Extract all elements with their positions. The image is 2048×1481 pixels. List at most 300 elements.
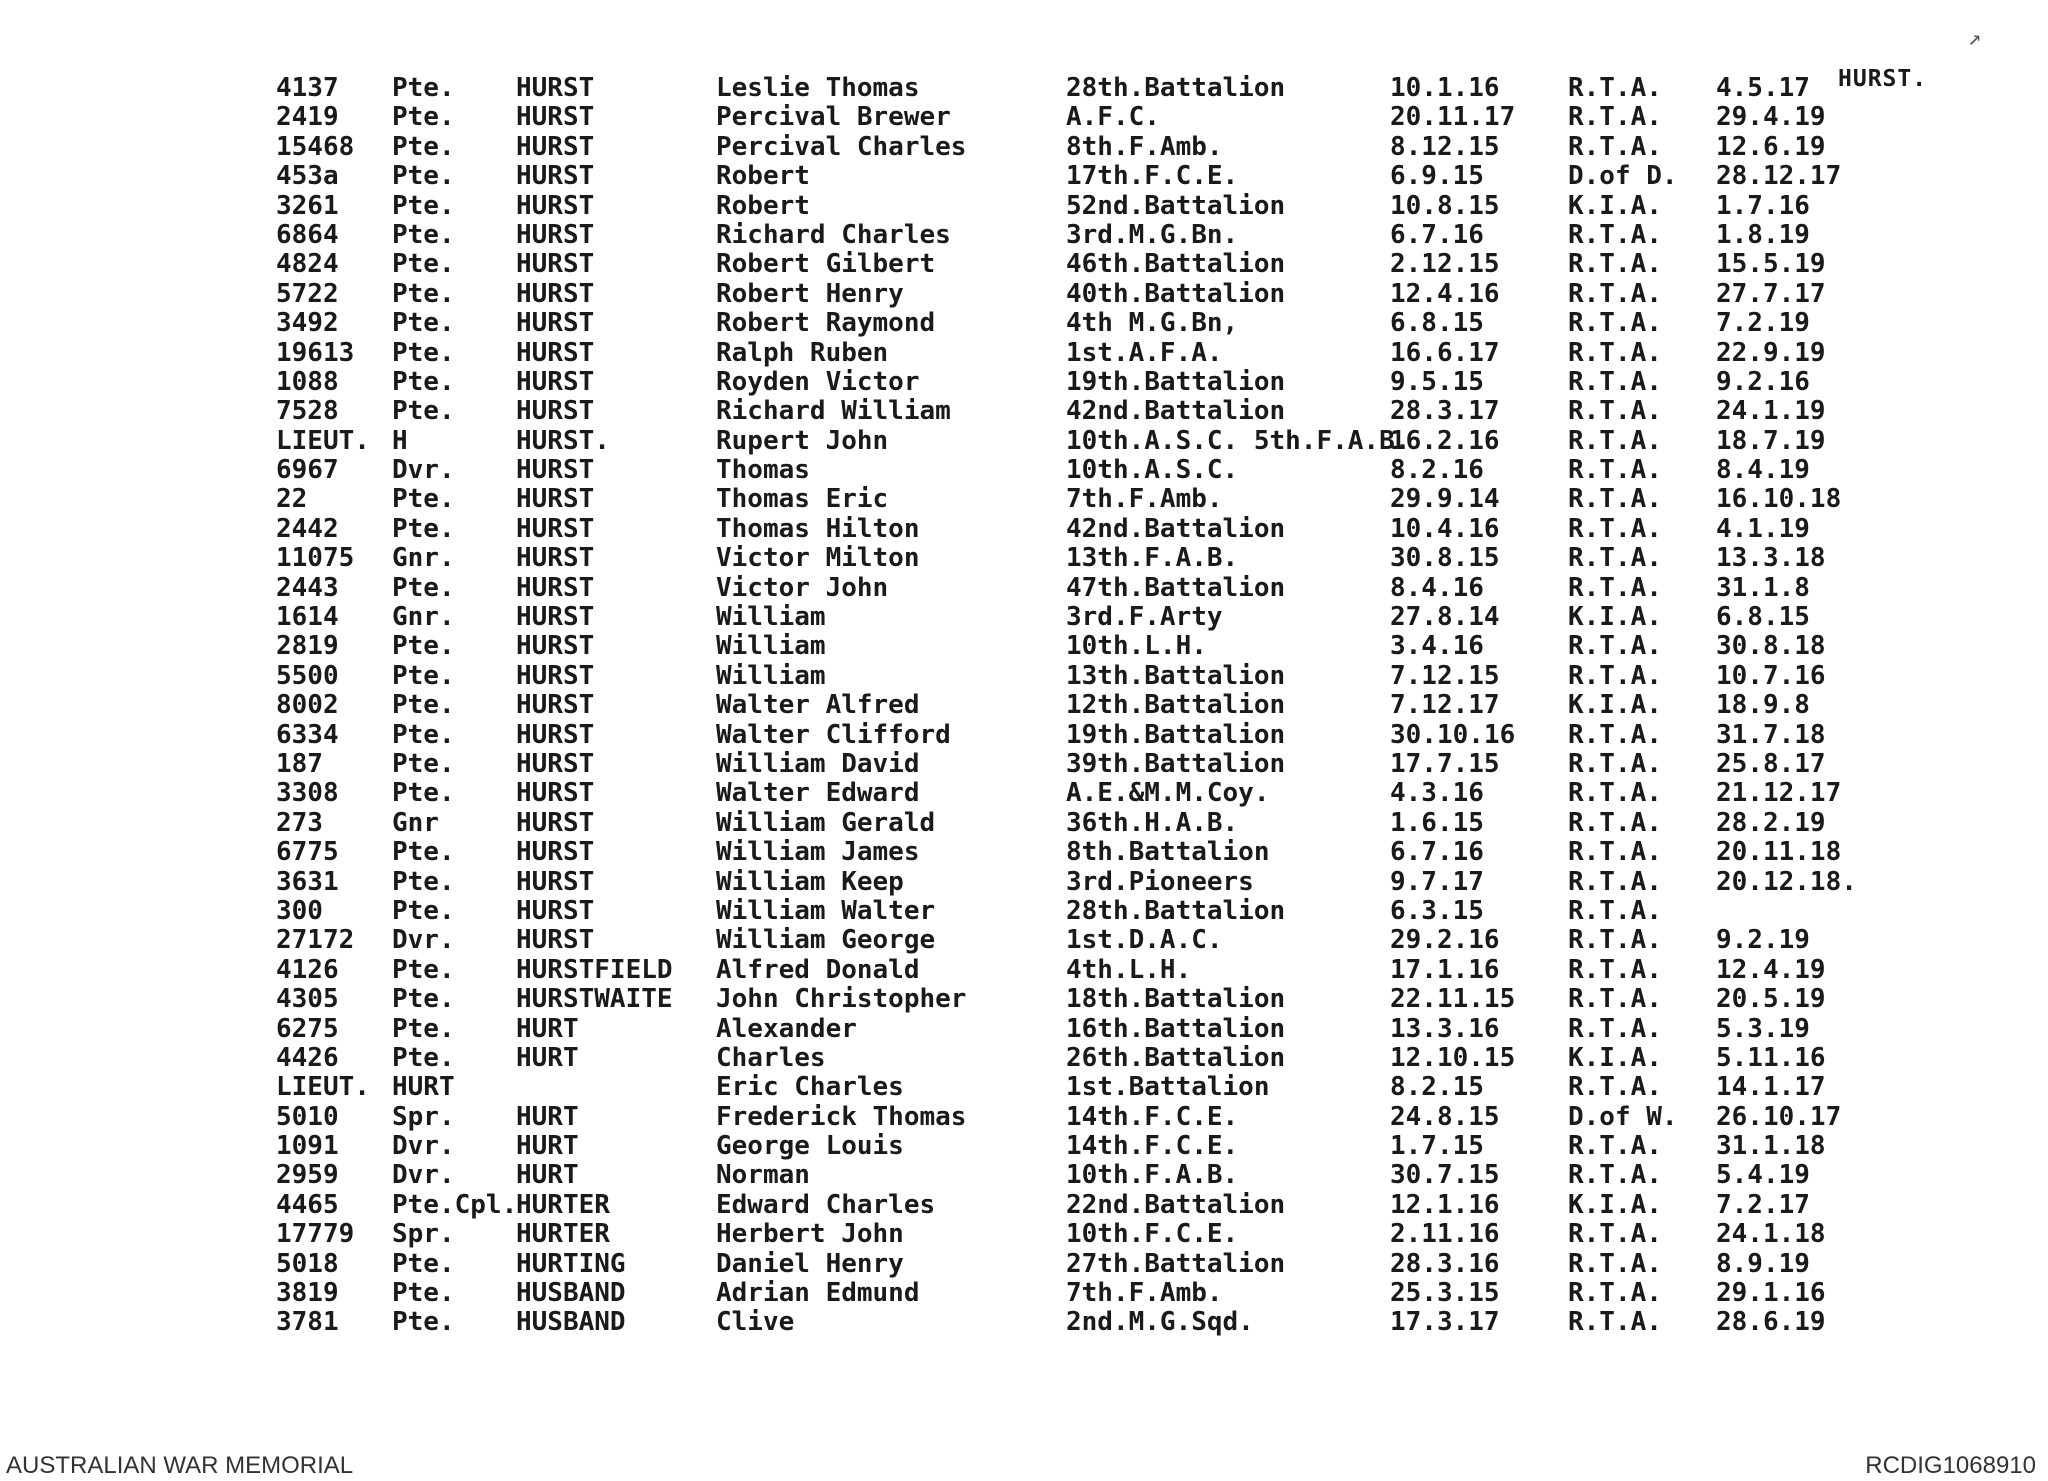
record-enlistment-date: 4.3.16 [1390, 778, 1484, 809]
record-enlistment-date: 28.3.17 [1390, 396, 1500, 427]
record-rank: Pte. [392, 161, 455, 192]
record-row [276, 897, 1896, 926]
record-unit: 1st.Battalion [1066, 1072, 1270, 1103]
record-service-number: 300 [276, 895, 323, 926]
record-surname: HURST [516, 807, 595, 838]
record-given-names: William [716, 602, 826, 633]
record-fate: R.T.A. [1568, 807, 1662, 838]
record-fate-date: 28.2.19 [1716, 807, 1826, 838]
record-fate-date: 24.1.18 [1716, 1219, 1826, 1250]
record-fate: R.T.A. [1568, 1160, 1662, 1191]
record-given-names: William Gerald [716, 807, 936, 838]
record-surname: HURST [516, 748, 595, 779]
record-enlistment-date: 25.3.15 [1390, 1278, 1500, 1309]
record-service-number: 2443 [276, 572, 339, 603]
record-rank: Pte. [392, 396, 455, 427]
record-fate-date: 12.6.19 [1716, 131, 1826, 162]
record-rank: Gnr. [392, 543, 455, 574]
record-unit: 1st.D.A.C. [1066, 925, 1223, 956]
record-fate: R.T.A. [1568, 660, 1662, 691]
record-service-number: 8002 [276, 690, 339, 721]
record-fate-date: 12.4.19 [1716, 954, 1826, 985]
record-row [276, 1015, 1896, 1044]
record-enlistment-date: 28.3.16 [1390, 1248, 1500, 1279]
record-rank: Gnr. [392, 602, 455, 633]
record-fate-date: 25.8.17 [1716, 748, 1826, 779]
record-service-number: 15468 [276, 131, 355, 162]
record-surname: HURST [516, 337, 595, 368]
record-row [276, 1161, 1896, 1190]
record-enlistment-date: 13.3.16 [1390, 1013, 1500, 1044]
record-fate-date: 18.7.19 [1716, 425, 1826, 456]
record-fate: D.of W. [1568, 1101, 1678, 1132]
record-service-number: 5018 [276, 1248, 339, 1279]
record-given-names: Thomas [716, 455, 810, 486]
record-fate-date: 20.12.18. [1716, 866, 1857, 897]
record-fate-date: 9.2.19 [1716, 925, 1810, 956]
record-fate: R.T.A. [1568, 778, 1662, 809]
record-unit: 14th.F.C.E. [1066, 1101, 1239, 1132]
record-fate: R.T.A. [1568, 131, 1662, 162]
record-rank: Pte. [392, 73, 455, 103]
record-enlistment-date: 16.2.16 [1390, 425, 1500, 456]
record-fate-date: 20.11.18 [1716, 837, 1842, 868]
record-enlistment-date: 27.8.14 [1390, 602, 1500, 633]
record-enlistment-date: 12.4.16 [1390, 278, 1500, 309]
record-rank: Pte. [392, 278, 455, 309]
record-row [276, 809, 1896, 838]
record-fate: R.T.A. [1568, 954, 1662, 985]
record-row [276, 868, 1896, 897]
record-service-number: 3781 [276, 1307, 339, 1338]
record-fate: R.T.A. [1568, 337, 1662, 368]
service-records-list [276, 74, 1896, 1338]
record-surname: HURST [516, 837, 595, 868]
record-row [276, 368, 1896, 397]
record-enlistment-date: 30.8.15 [1390, 543, 1500, 574]
record-service-number: 6275 [276, 1013, 339, 1044]
record-enlistment-date: 10.8.15 [1390, 190, 1500, 221]
record-rank: Spr. [392, 1219, 455, 1250]
record-rank: Pte. [392, 1278, 455, 1309]
record-rank: H [392, 425, 408, 456]
record-fate-date: 30.8.18 [1716, 631, 1826, 662]
record-given-names: Eric Charles [716, 1072, 904, 1103]
record-row [276, 221, 1896, 250]
record-unit: 7th.F.Amb. [1066, 484, 1223, 515]
record-row [276, 427, 1896, 456]
record-enlistment-date: 16.6.17 [1390, 337, 1500, 368]
record-fate: R.T.A. [1568, 278, 1662, 309]
record-surname: HURST [516, 455, 595, 486]
record-fate: R.T.A. [1568, 455, 1662, 486]
record-enlistment-date: 20.11.17 [1390, 102, 1516, 133]
record-service-number: 1614 [276, 602, 339, 633]
record-fate-date: 5.11.16 [1716, 1042, 1826, 1073]
record-row [276, 603, 1896, 632]
record-enlistment-date: 8.12.15 [1390, 131, 1500, 162]
record-row [276, 956, 1896, 985]
record-surname: HURST [516, 778, 595, 809]
record-enlistment-date: 6.7.16 [1390, 837, 1484, 868]
record-service-number: 453a [276, 161, 339, 192]
record-rank: Dvr. [392, 925, 455, 956]
record-fate: R.T.A. [1568, 1219, 1662, 1250]
record-enlistment-date: 3.4.16 [1390, 631, 1484, 662]
record-fate: R.T.A. [1568, 748, 1662, 779]
record-unit: 18th.Battalion [1066, 984, 1286, 1015]
record-fate: K.I.A. [1568, 1189, 1662, 1220]
record-row [276, 456, 1896, 485]
record-fate: R.T.A. [1568, 73, 1662, 103]
record-surname: HURST [516, 366, 595, 397]
record-row [276, 1132, 1896, 1161]
record-service-number: 11075 [276, 543, 355, 574]
record-given-names: William George [716, 925, 936, 956]
record-rank: Pte. [392, 866, 455, 897]
record-fate: R.T.A. [1568, 925, 1662, 956]
record-row [276, 74, 1896, 103]
record-unit: 10th.F.C.E. [1066, 1219, 1239, 1250]
record-unit: 10th.L.H. [1066, 631, 1207, 662]
record-surname: HURST [516, 543, 595, 574]
record-enlistment-date: 24.8.15 [1390, 1101, 1500, 1132]
record-service-number: 1091 [276, 1131, 339, 1162]
record-unit: 46th.Battalion [1066, 249, 1286, 280]
record-given-names: Charles [716, 1042, 826, 1073]
record-service-number: 5010 [276, 1101, 339, 1132]
record-rank: Pte. [392, 513, 455, 544]
record-unit: 19th.Battalion [1066, 366, 1286, 397]
record-row [276, 339, 1896, 368]
record-fate: R.T.A. [1568, 484, 1662, 515]
record-enlistment-date: 17.1.16 [1390, 954, 1500, 985]
record-fate-date: 8.4.19 [1716, 455, 1810, 486]
record-enlistment-date: 6.8.15 [1390, 308, 1484, 339]
record-row [276, 662, 1896, 691]
record-unit: 28th.Battalion [1066, 73, 1286, 103]
record-unit: 26th.Battalion [1066, 1042, 1286, 1073]
record-enlistment-date: 8.2.16 [1390, 455, 1484, 486]
record-fate-date: 20.5.19 [1716, 984, 1826, 1015]
record-service-number: 3261 [276, 190, 339, 221]
record-surname: HURST [516, 161, 595, 192]
record-unit: 4th M.G.Bn, [1066, 308, 1239, 339]
record-fate-date: 8.9.19 [1716, 1248, 1810, 1279]
record-unit: 8th.Battalion [1066, 837, 1270, 868]
record-unit: 8th.F.Amb. [1066, 131, 1223, 162]
record-given-names: Adrian Edmund [716, 1278, 920, 1309]
record-given-names: Royden Victor [716, 366, 920, 397]
record-unit: 13th.F.A.B. [1066, 543, 1239, 574]
record-surname: HURST [516, 131, 595, 162]
record-fate-date: 4.1.19 [1716, 513, 1810, 544]
record-fate: K.I.A. [1568, 690, 1662, 721]
record-row [276, 750, 1896, 779]
record-fate: R.T.A. [1568, 572, 1662, 603]
record-row [276, 1044, 1896, 1073]
record-service-number: LIEUT. [276, 1072, 370, 1103]
record-surname: HURST [516, 513, 595, 544]
record-surname: HURST [516, 602, 595, 633]
record-row [276, 926, 1896, 955]
record-unit: 42nd.Battalion [1066, 396, 1286, 427]
record-surname: HURSTWAITE [516, 984, 673, 1015]
record-service-number: 22 [276, 484, 308, 515]
record-fate: R.T.A. [1568, 1278, 1662, 1309]
record-rank: Dvr. [392, 1131, 455, 1162]
record-unit: A.F.C. [1066, 102, 1160, 133]
record-fate-date: 15.5.19 [1716, 249, 1826, 280]
record-surname: HUSBAND [516, 1307, 626, 1338]
record-rank: Pte. [392, 1307, 455, 1338]
record-rank: Pte. [392, 484, 455, 515]
record-surname: HURT [516, 1013, 579, 1044]
record-unit: 40th.Battalion [1066, 278, 1286, 309]
record-given-names: William David [716, 748, 920, 779]
record-surname: HURSTFIELD [516, 954, 673, 985]
record-service-number: 4465 [276, 1189, 339, 1220]
record-service-number: 3308 [276, 778, 339, 809]
record-row [276, 515, 1896, 544]
record-rank: Pte. [392, 895, 455, 926]
footer-archive-name: AUSTRALIAN WAR MEMORIAL [6, 1452, 354, 1479]
record-fate: R.T.A. [1568, 1307, 1662, 1338]
record-fate-date: 7.2.17 [1716, 1189, 1810, 1220]
record-given-names: George Louis [716, 1131, 904, 1162]
record-given-names: William [716, 631, 826, 662]
record-unit: 52nd.Battalion [1066, 190, 1286, 221]
record-row [276, 103, 1896, 132]
record-fate-date: 29.4.19 [1716, 102, 1826, 133]
record-row [276, 691, 1896, 720]
record-unit: 12th.Battalion [1066, 690, 1286, 721]
record-fate: R.T.A. [1568, 1013, 1662, 1044]
record-surname: HURST. [516, 425, 610, 456]
record-row [276, 250, 1896, 279]
record-surname: HURST [516, 660, 595, 691]
record-surname: HURST [516, 249, 595, 280]
record-row [276, 1103, 1896, 1132]
record-fate: R.T.A. [1568, 219, 1662, 250]
corner-arrow-mark: ↗ [1968, 26, 1982, 51]
record-surname: HURST [516, 73, 595, 103]
record-given-names: Daniel Henry [716, 1248, 904, 1279]
record-unit: 19th.Battalion [1066, 719, 1286, 750]
record-rank: Pte. [392, 631, 455, 662]
record-unit: A.E.&M.M.Coy. [1066, 778, 1270, 809]
record-fate-date: 31.1.18 [1716, 1131, 1826, 1162]
record-fate: R.T.A. [1568, 366, 1662, 397]
record-enlistment-date: 6.9.15 [1390, 161, 1484, 192]
record-row [276, 485, 1896, 514]
record-enlistment-date: 1.7.15 [1390, 1131, 1484, 1162]
record-rank: Pte. [392, 190, 455, 221]
record-rank: Pte. [392, 778, 455, 809]
record-given-names: Rupert John [716, 425, 889, 456]
record-fate: R.T.A. [1568, 1248, 1662, 1279]
record-fate: K.I.A. [1568, 1042, 1662, 1073]
record-row [276, 280, 1896, 309]
record-enlistment-date: 30.7.15 [1390, 1160, 1500, 1191]
record-unit: 47th.Battalion [1066, 572, 1286, 603]
record-unit: 14th.F.C.E. [1066, 1131, 1239, 1162]
record-surname: HURST [516, 190, 595, 221]
record-given-names: Alexander [716, 1013, 857, 1044]
record-service-number: 4137 [276, 73, 339, 103]
record-service-number: 2442 [276, 513, 339, 544]
record-surname: HURST [516, 631, 595, 662]
record-fate: R.T.A. [1568, 249, 1662, 280]
record-fate: R.T.A. [1568, 837, 1662, 868]
record-fate: R.T.A. [1568, 543, 1662, 574]
record-given-names: John Christopher [716, 984, 967, 1015]
record-enlistment-date: 9.5.15 [1390, 366, 1484, 397]
record-row [276, 574, 1896, 603]
record-fate: K.I.A. [1568, 602, 1662, 633]
record-surname: HURST [516, 572, 595, 603]
record-rank: Pte. [392, 131, 455, 162]
record-unit: 4th.L.H. [1066, 954, 1192, 985]
record-row [276, 838, 1896, 867]
record-fate: R.T.A. [1568, 396, 1662, 427]
record-given-names: Edward Charles [716, 1189, 936, 1220]
record-service-number: 17779 [276, 1219, 355, 1250]
record-fate-date: 16.10.18 [1716, 484, 1842, 515]
record-row [276, 1073, 1896, 1102]
record-enlistment-date: 17.3.17 [1390, 1307, 1500, 1338]
record-surname: HURST [516, 866, 595, 897]
record-rank: Pte. [392, 1042, 455, 1073]
record-service-number: LIEUT. [276, 425, 370, 456]
record-enlistment-date: 8.4.16 [1390, 572, 1484, 603]
record-enlistment-date: 10.4.16 [1390, 513, 1500, 544]
record-given-names: Robert Henry [716, 278, 904, 309]
record-fate-date: 5.4.19 [1716, 1160, 1810, 1191]
record-unit: 1st.A.F.A. [1066, 337, 1223, 368]
record-given-names: Victor Milton [716, 543, 920, 574]
record-fate-date: 1.8.19 [1716, 219, 1810, 250]
record-fate: R.T.A. [1568, 308, 1662, 339]
record-service-number: 4824 [276, 249, 339, 280]
record-fate: R.T.A. [1568, 895, 1662, 926]
record-rank: Pte. [392, 572, 455, 603]
record-fate-date: 21.12.17 [1716, 778, 1842, 809]
record-surname: HURST [516, 690, 595, 721]
record-fate-date: 18.9.8 [1716, 690, 1810, 721]
record-service-number: 1088 [276, 366, 339, 397]
record-fate: R.T.A. [1568, 513, 1662, 544]
record-row [276, 162, 1896, 191]
record-surname: HURST [516, 396, 595, 427]
record-row [276, 192, 1896, 221]
record-service-number: 3631 [276, 866, 339, 897]
record-service-number: 5722 [276, 278, 339, 309]
record-fate: D.of D. [1568, 161, 1678, 192]
record-given-names: Walter Edward [716, 778, 920, 809]
record-row [276, 1308, 1896, 1337]
record-service-number: 4426 [276, 1042, 339, 1073]
record-given-names: Robert [716, 190, 810, 221]
record-enlistment-date: 6.7.16 [1390, 219, 1484, 250]
record-fate-date: 6.8.15 [1716, 602, 1810, 633]
record-fate-date: 28.12.17 [1716, 161, 1842, 192]
record-surname: HURST [516, 484, 595, 515]
record-rank: Gnr [392, 807, 439, 838]
record-unit: 2nd.M.G.Sqd. [1066, 1307, 1254, 1338]
record-enlistment-date: 7.12.17 [1390, 690, 1500, 721]
record-enlistment-date: 29.9.14 [1390, 484, 1500, 515]
record-given-names: Robert [716, 161, 810, 192]
record-fate: R.T.A. [1568, 1072, 1662, 1103]
record-service-number: 2819 [276, 631, 339, 662]
record-service-number: 3492 [276, 308, 339, 339]
record-enlistment-date: 2.12.15 [1390, 249, 1500, 280]
record-unit: 10th.F.A.B. [1066, 1160, 1239, 1191]
record-rank: Pte. [392, 719, 455, 750]
record-given-names: Robert Gilbert [716, 249, 936, 280]
record-fate-date: 1.7.16 [1716, 190, 1810, 221]
record-fate: R.T.A. [1568, 1131, 1662, 1162]
record-fate-date: 24.1.19 [1716, 396, 1826, 427]
record-given-names: Leslie Thomas [716, 73, 920, 103]
record-enlistment-date: 8.2.15 [1390, 1072, 1484, 1103]
record-given-names: Norman [716, 1160, 810, 1191]
record-service-number: 187 [276, 748, 323, 779]
record-service-number: 27172 [276, 925, 355, 956]
record-fate-date: 14.1.17 [1716, 1072, 1826, 1103]
record-surname: HURST [516, 278, 595, 309]
record-fate-date: 26.10.17 [1716, 1101, 1842, 1132]
record-surname: HURTER [516, 1219, 610, 1250]
record-row [276, 985, 1896, 1014]
record-rank: Pte. [392, 837, 455, 868]
record-unit: 16th.Battalion [1066, 1013, 1286, 1044]
record-service-number: 19613 [276, 337, 355, 368]
record-rank: Pte. [392, 660, 455, 691]
record-fate: R.T.A. [1568, 631, 1662, 662]
record-row [276, 779, 1896, 808]
record-fate-date: 10.7.16 [1716, 660, 1826, 691]
record-enlistment-date: 2.11.16 [1390, 1219, 1500, 1250]
record-rank: Pte. [392, 748, 455, 779]
record-fate: R.T.A. [1568, 102, 1662, 133]
record-surname: HURST [516, 219, 595, 250]
record-rank: Pte. [392, 366, 455, 397]
record-service-number: 7528 [276, 396, 339, 427]
record-enlistment-date: 17.7.15 [1390, 748, 1500, 779]
record-given-names: Thomas Eric [716, 484, 889, 515]
record-surname: HURT [516, 1160, 579, 1191]
record-row [276, 721, 1896, 750]
record-unit: 7th.F.Amb. [1066, 1278, 1223, 1309]
record-given-names: William Walter [716, 895, 936, 926]
record-given-names: Richard Charles [716, 219, 951, 250]
record-service-number: 3819 [276, 1278, 339, 1309]
record-unit: 3rd.M.G.Bn. [1066, 219, 1239, 250]
record-surname: HURT [516, 1131, 579, 1162]
record-given-names: Clive [716, 1307, 795, 1338]
record-service-number: 6864 [276, 219, 339, 250]
record-surname: HURST [516, 308, 595, 339]
record-row [276, 309, 1896, 338]
record-surname: HURT [516, 1101, 579, 1132]
record-surname: HUSBAND [516, 1278, 626, 1309]
record-unit: 17th.F.C.E. [1066, 161, 1239, 192]
record-row [276, 397, 1896, 426]
record-fate-date: 31.7.18 [1716, 719, 1826, 750]
record-fate: R.T.A. [1568, 719, 1662, 750]
